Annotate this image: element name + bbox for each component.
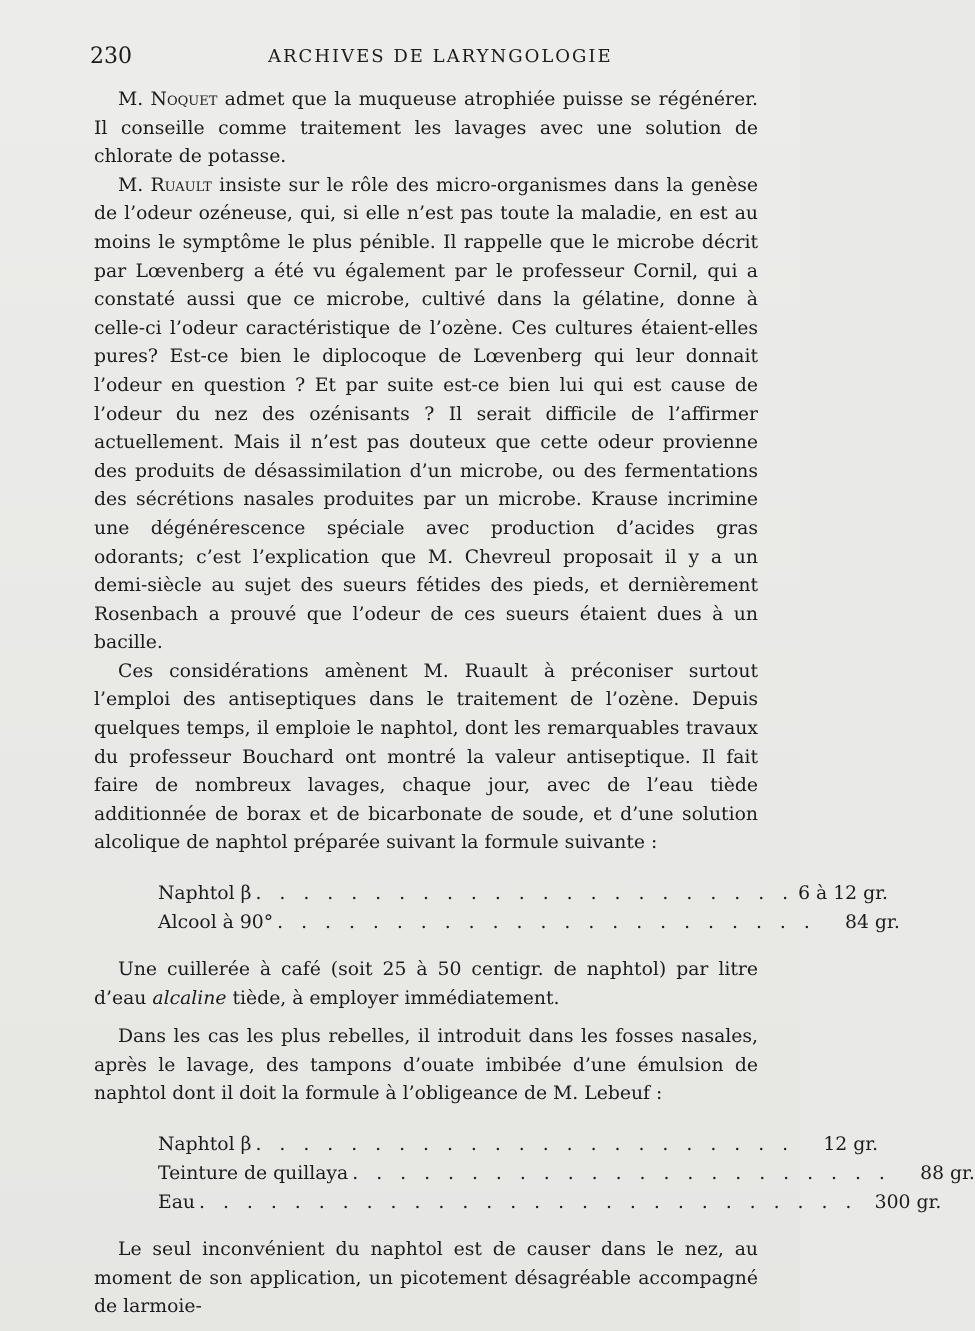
page-body — [94, 86, 975, 1322]
paragraph-cuilleree-text-a: Une cuillerée à café (soit 25 à 50 centigr. de naphtol) par litre d’eau — [94, 959, 758, 1009]
speaker-noquet: M. Noquet — [118, 89, 218, 110]
paragraph-ruault-text: insiste sur le rôle des micro-organismes dans la genèse de l’odeur ozéneuse, qui, si elle n’est pas toute la maladie, en est au moins le symptôme le plus pénible. Il rappelle que le microbe décrit par Lœvenberg a été vu également par le professeur Cornil, qui a constaté aussi que ce microbe, cultivé dans la gélatine, donne à celle-ci l’odeur caractéristique de l’ozène. Ces cultures étaient-elles pures? Est-ce bien le diplocoque de Lœvenberg qui leur donnait l’odeur en question ? Et par suite est-ce bien lui qui est cause de l’odeur du nez des ozénisants ? Il serait difficile de l’affirmer actuellement. Mais il n’est pas douteux que cette odeur provienne des produits de désassimilation d’un microbe, ou des fermentations des sécrétions nasales produites par un microbe. Krause incrimine une dégénérescence spéciale avec production d’acides gras odorants; c’est l’explication que M. Chevreul proposait il y a un demi-siècle au sujet des sueurs fétides des pieds, et dernièrement Rosenbach a prouvé que l’odeur de ces sueurs étaient dues à un bacille. — [94, 174, 758, 654]
paragraph-cuilleree — [94, 956, 758, 1013]
formula-row — [158, 1131, 879, 1160]
paragraph-ruault — [94, 172, 758, 658]
leader-dots: . . . . . . . . . . . . . . . . . . . . . . . — [255, 883, 795, 905]
paragraph-inconvenient: Le seul inconvénient du naphtol est de causer dans le nez, au moment de son application, un picotement désagréable accompagné de larmoie- — [94, 1239, 758, 1318]
ingredient-name: Eau — [158, 1192, 196, 1213]
formula-solution — [94, 880, 900, 938]
formula-row — [158, 909, 900, 938]
paragraph-rebelles: Dans les cas les plus rebelles, il introduit dans les fosses nasales, après le lavage, des tampons d’ouate imbibée d’une émulsion de naphtol dont il doit la formule à l’obligeance de M. Lebeuf : — [94, 1026, 758, 1105]
speaker-ruault: M. Ruault — [118, 174, 212, 196]
ingredient-quantity: 84 gr. — [845, 912, 900, 934]
ingredient-name: Naphtol β — [158, 883, 252, 905]
paragraph-cuilleree-text-b: tiède, à employer immédiatement. — [226, 987, 560, 1009]
paragraph-cuilleree-italic: alcaline — [152, 987, 227, 1009]
ingredient-quantity: 88 gr. — [920, 1163, 975, 1184]
leader-dots: . . . . . . . . . . . . . . . . . . . . . . . . . . . . — [199, 1192, 858, 1213]
formula-row — [158, 880, 888, 909]
ingredient-name: Alcool à 90° — [158, 912, 274, 934]
page-header — [90, 40, 710, 76]
page-number: 230 — [90, 44, 132, 69]
formula-row — [158, 1189, 942, 1218]
ingredient-name: Naphtol β — [158, 1134, 252, 1155]
ingredient-quantity: 12 gr. — [823, 1134, 879, 1155]
ingredient-name: Teinture de quillaya — [158, 1163, 349, 1184]
paragraph-noquet — [94, 86, 758, 172]
ingredient-quantity: 6 à 12 gr. — [798, 883, 888, 905]
paragraph-considerations: Ces considérations amènent M. Ruault à préconiser surtout l’emploi des antiseptiques dans le traitement de l’ozène. Depuis quelques temps, il emploie le naphtol, dont les remarquables travaux du professeur Bouchard ont montré la valeur antiseptique. Il fait faire de nombreux lavages, chaque jour, avec de l’eau tiède additionnée de borax et de bicarbonate de soude, et d’une solution alcolique de naphtol préparée suivant la formule suivante : — [94, 660, 758, 854]
formula-row — [158, 1160, 975, 1189]
leader-dots: . . . . . . . . . . . . . . . . . . . . . . . — [352, 1163, 891, 1184]
paragraph-noquet-text: admet que la muqueuse atrophiée puisse se régénérer. Il conseille comme traitement les lavages avec une solution de chlorate de potasse. — [94, 89, 758, 168]
ingredient-quantity: 300 gr. — [874, 1192, 942, 1213]
running-title: ARCHIVES DE LARYNGOLOGIE — [268, 46, 613, 67]
leader-dots: . . . . . . . . . . . . . . . . . . . . . . . — [255, 1134, 795, 1155]
leader-dots: . . . . . . . . . . . . . . . . . . . . . . . — [277, 912, 816, 934]
formula-emulsion — [94, 1131, 975, 1218]
spacer — [94, 1013, 758, 1023]
